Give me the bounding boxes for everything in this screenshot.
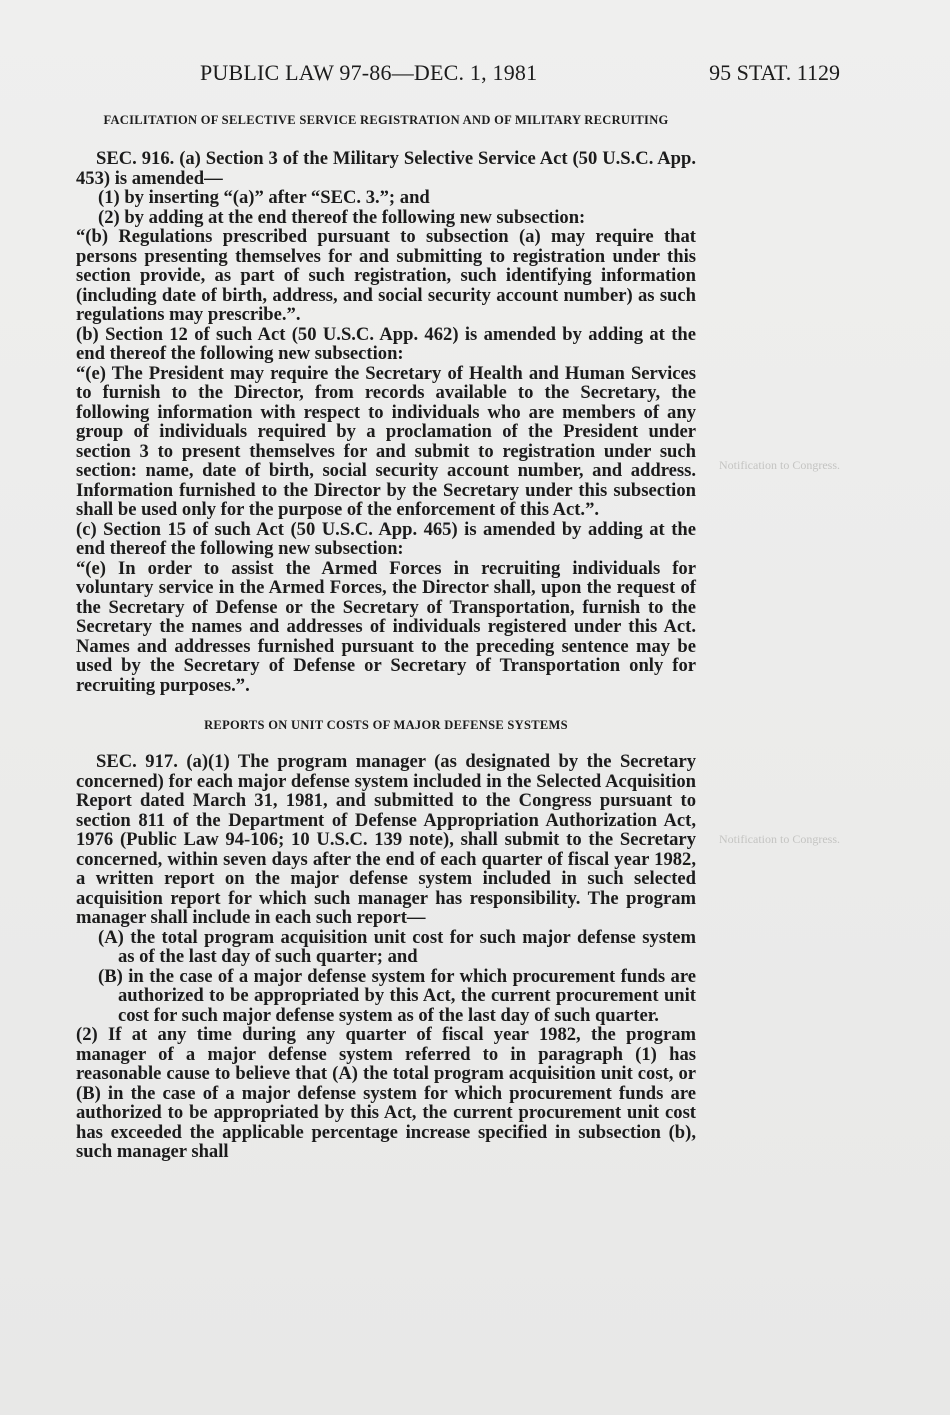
paragraph: (A) the total program acquisition unit cost for such major defense system as of the last day of such quarter; and [98, 926, 696, 967]
paragraph: (1) by inserting “(a)” after “SEC. 3.”; and [98, 187, 430, 208]
paragraph: “(e) The President may require the Secretary of Health and Human Services to furnish to the Director, from records available to the Secretary, the following information with respect to individuals who are members of any group of individuals required by a proclamation of the President under section 3 to present themselves for and submit to registration under such section: name, date of birth, social security account number, and address. Information furnished to the Director by the Secretary under this subsection shall be used only for the purpose of the enforcement of this Act.”. [76, 362, 696, 520]
paragraph: “(b) Regulations prescribed pursuant to subsection (a) may require that persons presenting themselves for and submitting to registration under this section provide, as part of such registration, such identifying information (including date of birth, address, and social security account number) as such regulations may prescribe.”. [76, 226, 696, 325]
header-title: PUBLIC LAW 97-86—DEC. 1, 1981 [200, 60, 538, 85]
header-page-number: 95 STAT. 1129 [709, 60, 840, 85]
section-heading: REPORTS ON UNIT COSTS OF MAJOR DEFENSE SYSTEMS [204, 718, 568, 732]
paragraph: “(e) In order to assist the Armed Forces in recruiting individuals for voluntary service in the Armed Forces, the Director shall, upon the request of the Secretary of Defense or the Secretary of Transportation, furnish to the Secretary the names and addresses of individuals registered under this Act. Names and addresses furnished pursuant to the preceding sentence may be used by the Secretary of Defense or Secretary of Transportation only for recruiting purposes.”. [76, 557, 696, 696]
margin-note: Notification to Congress. [719, 832, 840, 846]
document-body [76, 112, 696, 1162]
section-heading: FACILITATION OF SELECTIVE SERVICE REGISTRATION AND OF MILITARY RECRUITING [103, 113, 669, 127]
page-header [70, 60, 840, 90]
paragraph: SEC. 917. (a)(1) The program manager (as designated by the Secretary concerned) for each major defense system included in the Selected Acquisition Report dated March 31, 1981, and submitted to the Congress pursuant to section 811 of the Department of Defense Appropriation Authorization Act, 1976 (Public Law 94-106; 10 U.S.C. 139 note), shall submit to the Secretary concerned, within seven days after the end of each quarter of fiscal year 1982, a written report on the major defense system included in such selected acquisition report for which such manager has responsibility. The program manager shall include in each such report— [76, 751, 696, 928]
paragraph: (B) in the case of a major defense system for which procurement funds are authorized to be appropriated by this Act, the current procurement unit cost for such major defense system as of the last day of such quarter. [98, 965, 696, 1026]
paragraph: (b) Section 12 of such Act (50 U.S.C. App. 462) is amended by adding at the end thereof the following new subsection: [76, 323, 696, 364]
paragraph: (2) If at any time during any quarter of fiscal year 1982, the program manager of a major defense system referred to in paragraph (1) has reasonable cause to believe that (A) the total program acquisition unit cost, or (B) in the case of a major defense system for which procurement funds are authorized to be appropriated by this Act, the current procurement unit cost has exceeded the applicable percentage increase specified in subsection (b), such manager shall [76, 1024, 696, 1162]
paragraph: (2) by adding at the end thereof the following new subsection: [98, 206, 586, 228]
paragraph: (c) Section 15 of such Act (50 U.S.C. App. 465) is amended by adding at the end thereof the following new subsection: [76, 518, 696, 559]
paragraph: SEC. 916. (a) Section 3 of the Military Selective Service Act (50 U.S.C. App. 453) is amended— [76, 148, 696, 189]
margin-note: Notification to Congress. [719, 458, 840, 472]
